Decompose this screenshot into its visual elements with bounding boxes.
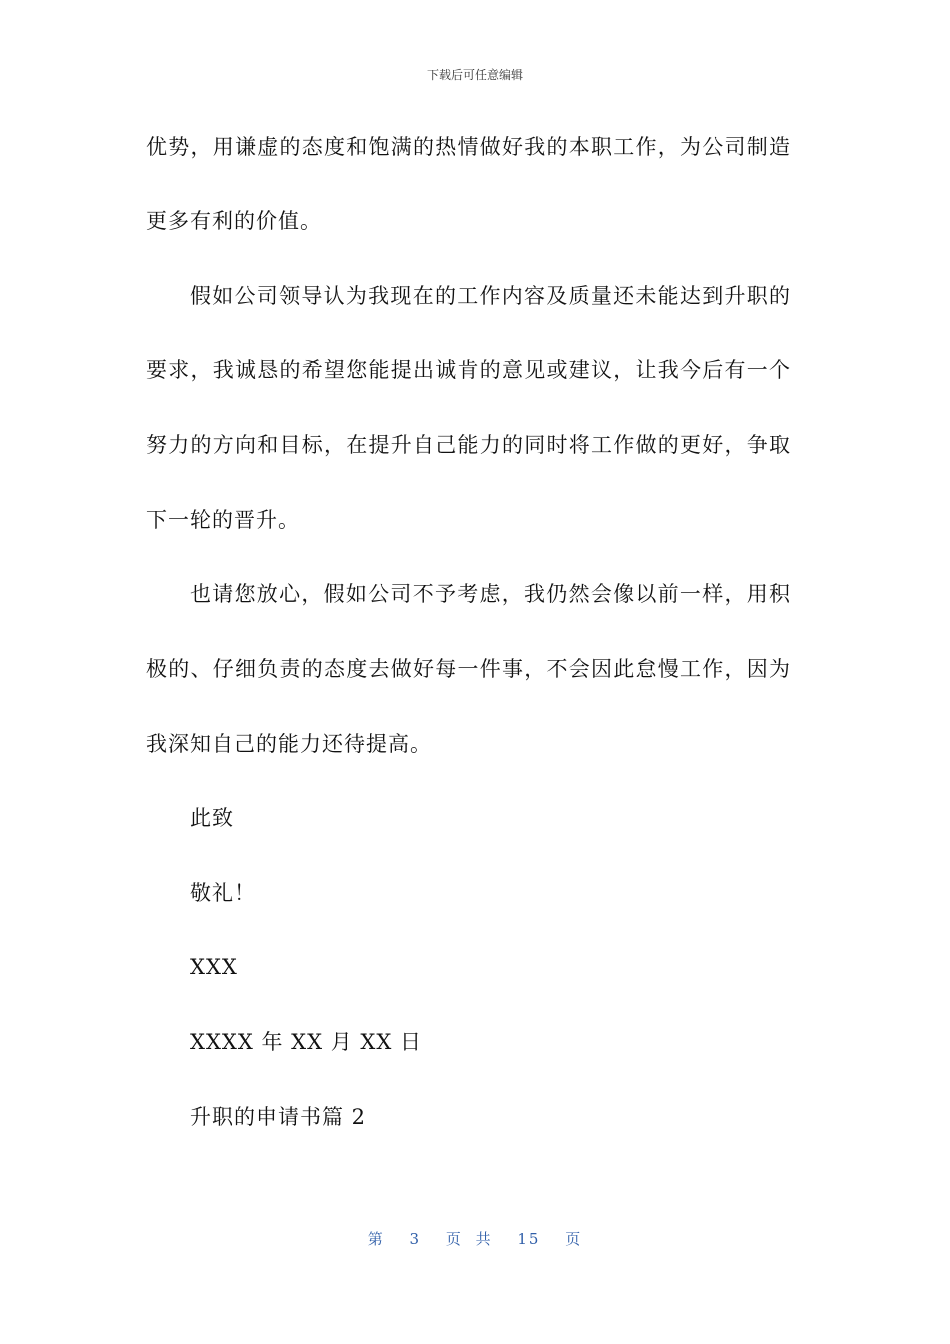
- paragraph-line: 努力的方向和目标，在提升自己能力的同时将工作做的更好，争取: [146, 433, 790, 457]
- signature-date: XXXX 年 XX 月 XX 日: [190, 1030, 422, 1054]
- paragraph-line: 也请您放心，假如公司不予考虑，我仍然会像以前一样，用积: [190, 582, 790, 606]
- paragraph-line: 极的、仔细负责的态度去做好每一件事，不会因此怠慢工作，因为: [146, 657, 790, 681]
- page-footer: [0, 1228, 950, 1249]
- footer-current-page: 3: [409, 1230, 422, 1248]
- section-heading: 升职的申请书篇 2: [190, 1105, 367, 1129]
- footer-label-page: 第: [367, 1230, 385, 1248]
- paragraph-line: 下一轮的晋升。: [146, 508, 300, 532]
- paragraph-line: 假如公司领导认为我现在的工作内容及质量还未能达到升职的: [190, 284, 790, 308]
- footer-label-mid: 页 共: [445, 1230, 493, 1248]
- signature-name: XXX: [190, 955, 238, 979]
- paragraph-line: 要求，我诚恳的希望您能提出诚肯的意见或建议，让我今后有一个: [146, 358, 790, 382]
- footer-total-pages: 15: [517, 1230, 541, 1248]
- paragraph-line: 优势，用谦虚的态度和饱满的热情做好我的本职工作，为公司制造: [146, 135, 790, 159]
- paragraph-line: 更多有利的价值。: [146, 209, 322, 233]
- page-header-note: 下载后可任意编辑: [426, 68, 523, 82]
- closing-regards: 敬礼！: [190, 881, 256, 905]
- closing-salutation: 此致: [190, 806, 234, 830]
- paragraph-line: 我深知自己的能力还待提高。: [146, 732, 432, 756]
- footer-label-end: 页: [565, 1230, 583, 1248]
